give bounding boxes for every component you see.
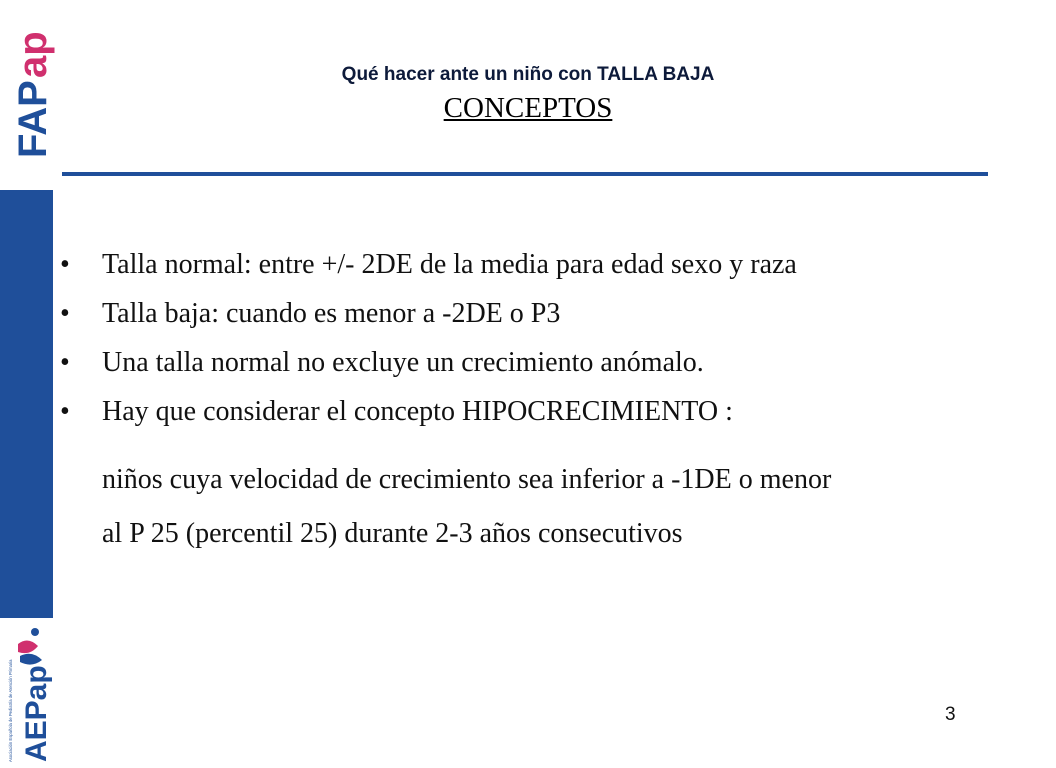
- list-item-text: Una talla normal no excluye un crecimiento anómalo.: [102, 347, 704, 378]
- subtitle: Qué hacer ante un niño con TALLA BAJA: [341, 64, 715, 85]
- continuation-line: niños cuya velocidad de crecimiento sea inferior a -1DE o menor: [102, 464, 832, 495]
- aepap-logo: [2, 622, 53, 764]
- bullet-icon: •: [60, 249, 70, 280]
- page-number: 3: [945, 704, 956, 725]
- bullet-icon: •: [60, 298, 70, 329]
- list-item: [60, 346, 1010, 379]
- list-item: [60, 297, 1010, 330]
- svg-text:AEPap: AEPap: [20, 665, 53, 762]
- list-item: [60, 248, 1010, 281]
- list-item-text: Talla baja: cuando es menor a -2DE o P3: [102, 298, 561, 329]
- svg-text:Asociación Española de Pediatr: Asociación Española de Pediatría de Atención Primaria: [8, 659, 13, 762]
- side-banner-blue: [0, 190, 53, 618]
- svg-text:FAP: FAP: [11, 80, 55, 158]
- list-item-text: Talla normal: entre +/- 2DE de la media para edad sexo y raza: [102, 249, 797, 280]
- svg-text:ap: ap: [11, 31, 55, 78]
- continuation-line: al P 25 (percentil 25) durante 2-3 años consecutivos: [102, 518, 683, 549]
- bullet-icon: •: [60, 347, 70, 378]
- title-divider: [62, 172, 988, 176]
- bullet-icon: •: [60, 396, 70, 427]
- list-item-text: Hay que considerar el concepto HIPOCRECIMIENTO :: [102, 396, 733, 427]
- list-item: [60, 395, 1010, 428]
- page-title: CONCEPTOS: [443, 92, 613, 124]
- concept-list: [60, 248, 1010, 444]
